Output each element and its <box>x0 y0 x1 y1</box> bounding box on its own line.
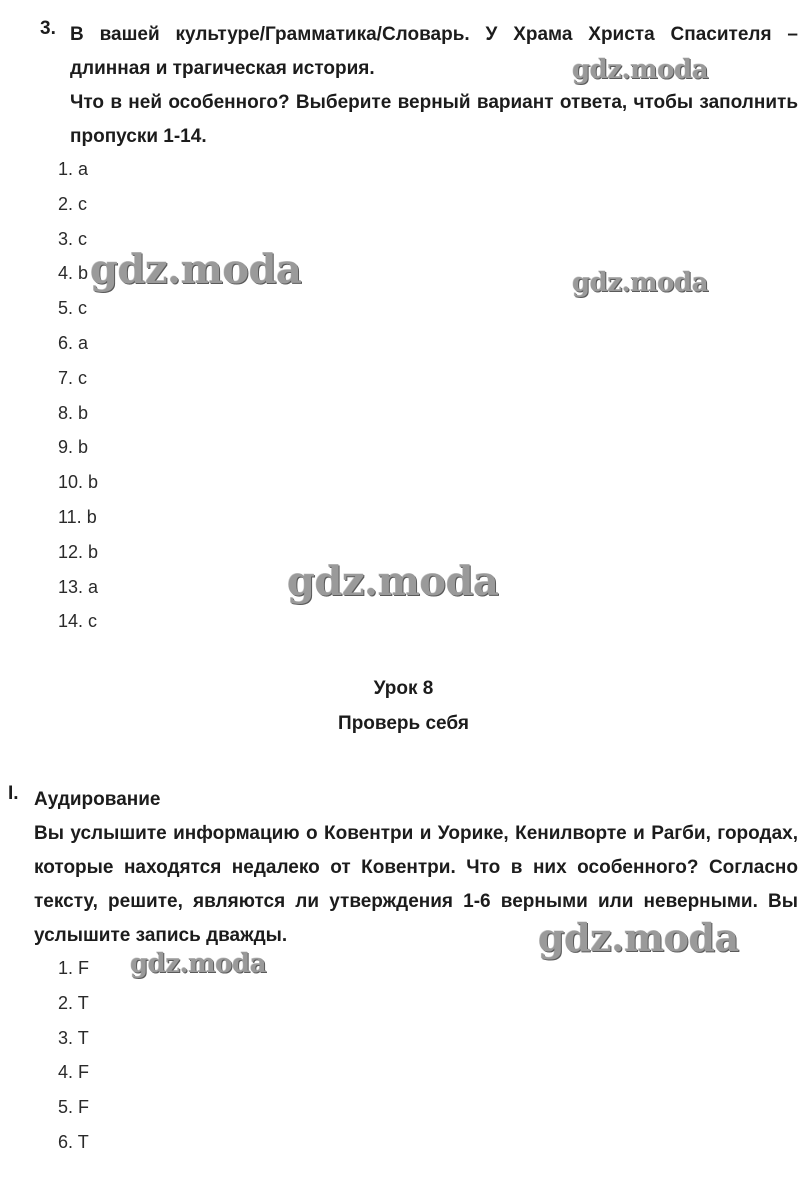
section-listening <box>8 783 798 953</box>
answer-item: 12. b <box>58 541 99 562</box>
answer-item: 6. T <box>58 1131 89 1152</box>
section-instructions: Вы услышите информацию о Ковентри и Уорике, Кенилворте и Рагби, городах, которые находятся недалеко от Ковентри. Что в них особенного? Согласно тексту, решите, являются ли утверждения 1-6 верными или неверными. Вы услышите запись дважды. <box>34 823 798 946</box>
answer-item: 13. a <box>58 576 99 597</box>
task-number: 3. <box>40 18 56 39</box>
section-number: I. <box>8 783 19 804</box>
answer-item: 7. c <box>58 367 88 388</box>
task-3-answer-list <box>58 152 98 639</box>
answer-item: 1. F <box>58 958 90 978</box>
section-content <box>34 783 798 953</box>
watermark: gdz.moda <box>130 949 267 979</box>
section-heading: Аудирование <box>34 789 161 810</box>
watermark: gdz.moda <box>90 246 302 293</box>
task-question-line: Что в ней особенного? Выберите верный вариант ответа, чтобы заполнить пропуски 1-14. <box>70 92 798 147</box>
task-title-line: В вашей культуре/Грамматика/Словарь. У Храма Христа Спасителя – длинная и трагическая история. <box>70 24 798 79</box>
task-instructions <box>70 18 798 154</box>
answer-item: 5. c <box>58 298 88 319</box>
answer-item: 3. c <box>58 228 88 249</box>
watermark: gdz.moda <box>538 915 739 960</box>
answer-item: 1. a <box>58 159 89 179</box>
watermark: gdz.moda <box>572 268 709 298</box>
lesson-title: Урок 8 <box>373 678 434 699</box>
watermark: gdz.moda <box>287 558 499 605</box>
answer-item: 10. b <box>58 472 99 493</box>
answer-item: 14. c <box>58 611 98 632</box>
answer-item: 8. b <box>58 402 89 423</box>
answer-item: 4. F <box>58 1062 90 1083</box>
answer-item: 6. a <box>58 332 89 353</box>
watermark: gdz.moda <box>572 55 709 85</box>
task-3 <box>40 18 798 154</box>
answer-item: 9. b <box>58 437 89 458</box>
answer-item: 5. F <box>58 1097 90 1118</box>
answer-item: 4. b <box>58 263 89 284</box>
lesson-subtitle: Проверь себя <box>338 713 469 734</box>
answer-item: 2. T <box>58 992 89 1013</box>
answer-item: 2. c <box>58 193 88 214</box>
answer-item: 3. T <box>58 1027 89 1048</box>
answer-item: 11. b <box>58 506 97 527</box>
section-1-answer-list <box>58 951 89 1160</box>
